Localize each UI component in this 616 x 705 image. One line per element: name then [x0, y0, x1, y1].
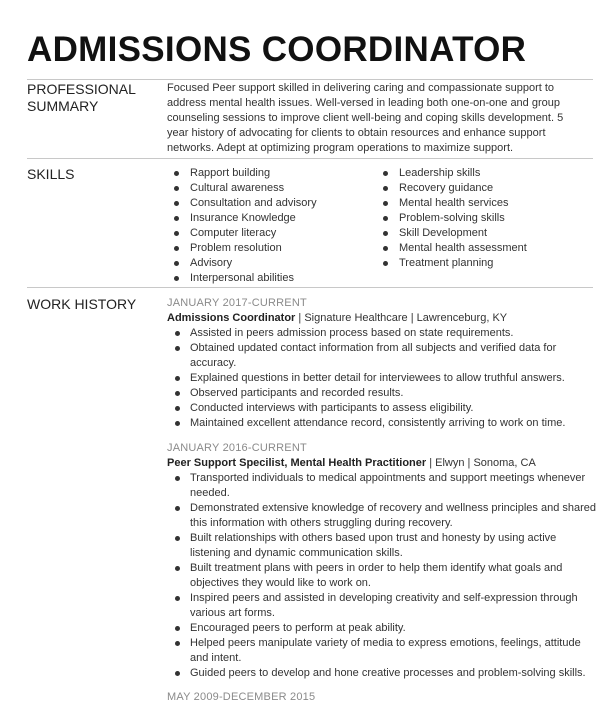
- resume-name: ADMISSIONS COORDINATOR: [27, 30, 527, 69]
- skill-item: Cultural awareness: [168, 181, 317, 196]
- skills-list-left: [168, 166, 317, 286]
- skill-item: Mental health services: [377, 196, 527, 211]
- job-bullet: Obtained updated contact information from all subjects and verified data for accuracy.: [167, 341, 597, 371]
- skill-item: Skill Development: [377, 226, 527, 241]
- skills-list-right: [377, 166, 527, 271]
- skill-item: Recovery guidance: [377, 181, 527, 196]
- job-bullet: Maintained excellent attendance record, consistently arriving to work on time.: [167, 416, 597, 431]
- job-heading: [167, 456, 597, 471]
- job-bullet: Built treatment plans with peers in order to help them identify what goals and objectives they would like to work on.: [167, 561, 597, 591]
- job-bullet: Encouraged peers to perform at peak ability.: [167, 621, 597, 636]
- job-date: MAY 2009-DECEMBER 2015: [167, 691, 316, 703]
- skill-item: Treatment planning: [377, 256, 527, 271]
- skills-heading: SKILLS: [27, 166, 75, 182]
- job-bullets: [167, 471, 597, 681]
- skill-item: Insurance Knowledge: [168, 211, 317, 226]
- job-bullet: Transported individuals to medical appointments and support meetings whenever needed.: [167, 471, 597, 501]
- job-bullet: Inspired peers and assisted in developing creativity and self-expression through various art forms.: [167, 591, 597, 621]
- job-company: | Signature Healthcare | Lawrenceburg, KY: [295, 312, 508, 324]
- work-history-heading: WORK HISTORY: [27, 296, 137, 312]
- job-entry: [167, 441, 597, 681]
- divider: [27, 287, 593, 288]
- divider: [27, 79, 593, 80]
- job-date: JANUARY 2017-CURRENT: [167, 297, 307, 309]
- job-bullet: Helped peers manipulate variety of media to express emotions, feelings, attitude and intent.: [167, 636, 597, 666]
- skill-item: Advisory: [168, 256, 317, 271]
- skill-item: Problem-solving skills: [377, 211, 527, 226]
- job-entry: [167, 296, 597, 431]
- job-bullet: Explained questions in better detail for interviewees to allow truthful answers.: [167, 371, 597, 386]
- skill-item: Mental health assessment: [377, 241, 527, 256]
- job-bullet: Built relationships with others based upon trust and honesty by using active listening and dynamic communication skills.: [167, 531, 597, 561]
- divider: [27, 158, 593, 159]
- job-company: | Elwyn | Sonoma, CA: [426, 457, 536, 469]
- summary-text: Focused Peer support skilled in delivering caring and compassionate support to address mental health issues. Well-versed in leading both one-on-one and group counseling sessions to improve client well-being and coping skills development. 5 year history of advocating for clients to obtain resources and enhance support networks. Adept at optimizing program operations to maximize support.: [167, 82, 564, 154]
- summary-heading: PROFESSIONAL SUMMARY: [27, 81, 136, 114]
- skill-item: Interpersonal abilities: [168, 271, 317, 286]
- job-bullet: Conducted interviews with participants to assess eligibility.: [167, 401, 597, 416]
- job-entry: [167, 690, 597, 705]
- skill-item: Problem resolution: [168, 241, 317, 256]
- job-bullet: Demonstrated extensive knowledge of recovery and wellness principles and shared this information with others struggling during recovery.: [167, 501, 597, 531]
- job-title: Peer Support Specilist, Mental Health Practitioner: [167, 457, 427, 469]
- job-bullet: Assisted in peers admission process based on state requirements.: [167, 326, 597, 341]
- skill-item: Consultation and advisory: [168, 196, 317, 211]
- job-bullets: [167, 326, 597, 431]
- skill-item: Rapport building: [168, 166, 317, 181]
- job-bullet: Observed participants and recorded results.: [167, 386, 597, 401]
- job-heading: [167, 311, 597, 326]
- job-title: Admissions Coordinator: [167, 312, 296, 324]
- skill-item: Computer literacy: [168, 226, 317, 241]
- job-bullet: Guided peers to develop and hone creative processes and problem-solving skills.: [167, 666, 597, 681]
- skill-item: Leadership skills: [377, 166, 527, 181]
- job-date: JANUARY 2016-CURRENT: [167, 442, 307, 454]
